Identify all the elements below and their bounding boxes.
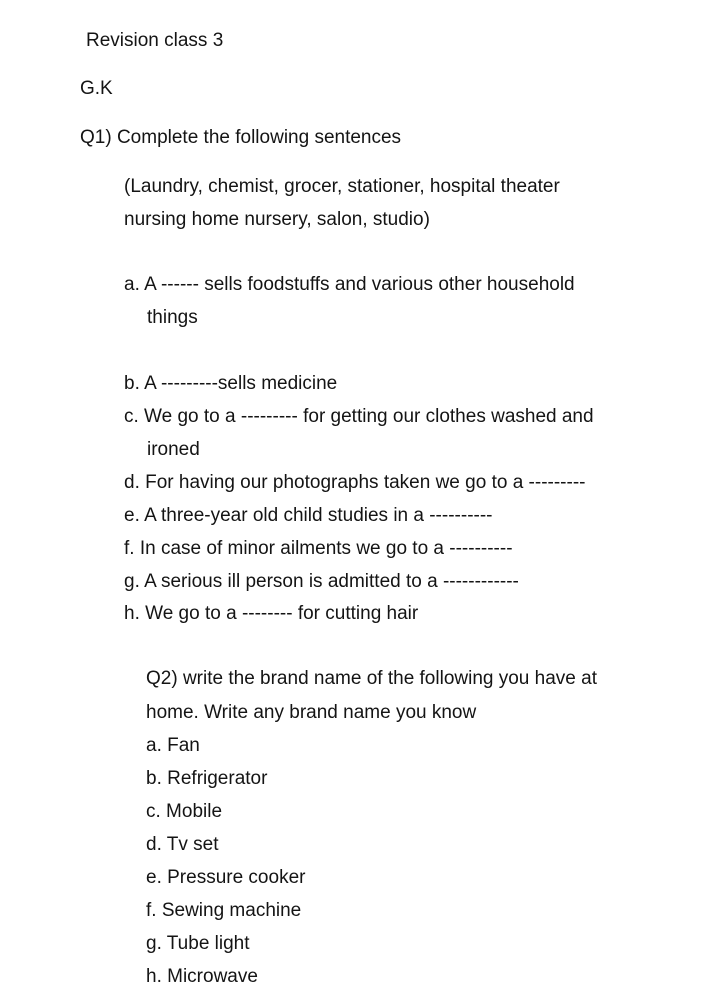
q1-heading: Q1) Complete the following sentences (80, 127, 402, 148)
q1-item-g (124, 565, 519, 598)
q1-item-d (124, 466, 585, 499)
q1-item-continuation: ironed (147, 439, 200, 460)
q2-item-tube-light: g. Tube light (146, 933, 250, 954)
q2-item-fan: a. Fan (146, 735, 200, 756)
q1-item-h (124, 597, 418, 630)
q1-item-text: d. For having our photographs taken we go to a --------- (124, 472, 586, 493)
q2-item-microwave: h. Microwave (146, 966, 258, 987)
q2-item-mobile: c. Mobile (146, 801, 223, 822)
q2-item-refrigerator: b. Refrigerator (146, 768, 268, 789)
q1-item-text: e. A three-year old child studies in a ---------- (124, 505, 493, 526)
q2-item-list (146, 729, 305, 993)
q1-item-c (124, 400, 594, 466)
q2-heading-line-2: home. Write any brand name you know (146, 702, 477, 723)
q1-item-text: g. A serious ill person is admitted to a ------------ (124, 571, 519, 592)
q2-item-pressure-cooker: e. Pressure cooker (146, 867, 306, 888)
q1-item-text: f. In case of minor ailments we go to a ---------- (124, 538, 513, 559)
word-options-line-1: (Laundry, chemist, grocer, stationer, hospital theater (124, 176, 560, 197)
q1-item-a (124, 268, 575, 334)
q1-item-e (124, 499, 493, 532)
q1-item-text: b. A ---------sells medicine (124, 373, 338, 394)
q2-item-tv-set: d. Tv set (146, 834, 219, 855)
document-title: Revision class 3 (86, 30, 224, 51)
subject-label: G.K (80, 78, 113, 99)
q2-item-sewing-machine: f. Sewing machine (146, 900, 302, 921)
q1-item-text: a. A ------ sells foodstuffs and various other household (124, 274, 575, 295)
q1-item-continuation: things (147, 307, 198, 328)
word-options-line-2: nursing home nursery, salon, studio) (124, 209, 430, 230)
q1-item-text: c. We go to a --------- for getting our clothes washed and (124, 406, 594, 427)
q1-item-b (124, 367, 337, 400)
q1-item-text: h. We go to a -------- for cutting hair (124, 603, 419, 624)
q1-item-f (124, 532, 513, 565)
q2-heading-line-1: Q2) write the brand name of the following you have at (146, 668, 597, 689)
